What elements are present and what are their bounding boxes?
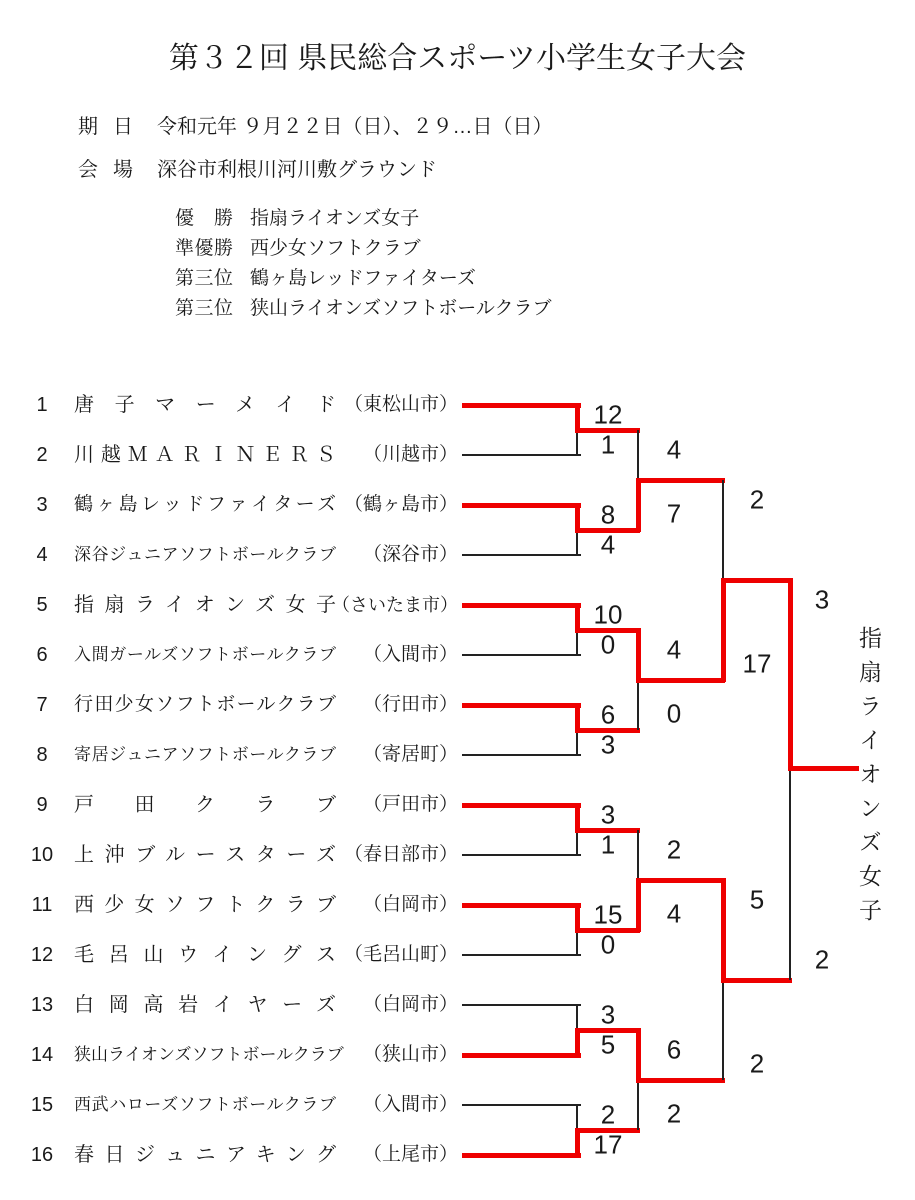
round1-match-4-connector-bottom [576, 730, 578, 755]
round1-match-2-connector-bottom [576, 530, 578, 555]
team-city: （狭山市） [362, 1044, 458, 1065]
quarterfinal-1-connector-bottom [636, 478, 641, 532]
round1-match-6-connector-bottom [576, 930, 578, 955]
semifinal-1-connector-top [722, 480, 724, 580]
standing-team: 西少女ソフトクラブ [250, 238, 421, 259]
team-name: 西武ハローズソフトボールクラブ [74, 1095, 336, 1114]
round1-match-2-score-top: 8 [600, 499, 616, 530]
team-city: （毛呂山町） [343, 944, 458, 965]
team-seed: 2 [36, 444, 48, 466]
standing-team: 指扇ライオンズ女子 [250, 208, 420, 229]
round1-match-1-score-bottom: 1 [600, 429, 616, 460]
round1-match-5-score-bottom: 1 [600, 829, 616, 860]
quarterfinal-2-connector-bottom [637, 680, 639, 730]
team-city: （深谷市） [362, 544, 458, 565]
champion-name: 指扇ライオンズ女子 [856, 626, 882, 932]
team-city: （鶴ヶ島市） [343, 494, 458, 515]
team-row [0, 689, 458, 721]
team-seed: 3 [36, 494, 48, 516]
semifinal-2-connector-bottom [722, 980, 724, 1080]
round1-match-6-score-top: 15 [593, 899, 623, 930]
team-city: （さいたま市） [332, 595, 458, 615]
team-lead-line [462, 1153, 581, 1158]
semifinal-2-score-bottom: 2 [749, 1048, 765, 1079]
team-seed: 7 [36, 694, 48, 716]
team-row [0, 439, 458, 471]
standing-rank: 第三位 [175, 268, 233, 289]
team-name: 川越ＭＡＲＩＮＥＲＳ [74, 444, 336, 466]
team-lead-line [462, 1053, 581, 1058]
team-row [0, 1089, 458, 1121]
tournament-title: 第３２回 県民総合スポーツ小学生女子大会 [168, 42, 747, 75]
final-score-bottom: 2 [814, 944, 830, 975]
round1-match-8-connector-top [576, 1105, 578, 1130]
quarterfinal-3-score-bottom: 4 [666, 898, 682, 929]
quarterfinal-3-score-top: 2 [666, 834, 682, 865]
team-lead-line [462, 903, 581, 908]
team-lead-line [462, 803, 581, 808]
team-city: （川越市） [362, 444, 458, 465]
team-city: （春日部市） [343, 844, 458, 865]
team-row [0, 539, 458, 571]
quarterfinal-1-connector-top [637, 430, 639, 480]
team-name: 毛呂山ウイングス [74, 944, 336, 966]
team-lead-line [462, 403, 581, 408]
team-seed: 1 [36, 394, 48, 416]
round1-match-1-connector-bottom [576, 430, 578, 455]
team-seed: 4 [36, 544, 48, 566]
standing-rank: 優 勝 [175, 208, 233, 229]
quarterfinal-3-winner-line [636, 878, 725, 883]
team-seed: 8 [36, 744, 48, 766]
final-connector-bottom [789, 768, 791, 980]
team-row [0, 989, 458, 1021]
quarterfinal-1-score-top: 4 [666, 434, 682, 465]
team-seed: 10 [30, 844, 54, 866]
team-name: 西少女ソフトクラブ [74, 894, 336, 916]
standing-rank: 準優勝 [175, 238, 233, 259]
round1-match-7-score-top: 3 [600, 999, 616, 1030]
team-name: 寄居ジュニアソフトボールクラブ [74, 745, 336, 764]
team-seed: 6 [36, 644, 48, 666]
team-row [0, 739, 458, 771]
final-winner-line [788, 766, 859, 771]
team-city: （寄居町） [362, 744, 458, 765]
round1-match-7-connector-top [576, 1005, 578, 1030]
team-seed: 9 [36, 794, 48, 816]
team-city: （入間市） [362, 644, 458, 665]
team-seed: 15 [30, 1094, 54, 1116]
team-lead-line [462, 603, 581, 608]
team-row [0, 1039, 458, 1071]
team-lead-line [462, 654, 581, 656]
team-row [0, 939, 458, 971]
team-name: 戸田クラブ [74, 794, 336, 816]
team-row [0, 639, 458, 671]
quarterfinal-4-score-top: 6 [666, 1034, 682, 1065]
standing-rank: 第三位 [175, 298, 233, 319]
event-venue-label: 会 場 [78, 159, 133, 181]
round1-match-1-score-top: 12 [593, 399, 623, 430]
team-lead-line [462, 503, 581, 508]
round1-match-4-score-top: 6 [600, 699, 616, 730]
team-row [0, 589, 458, 621]
team-name: 上沖ブルースターズ [74, 844, 336, 866]
quarterfinal-1-winner-line [636, 478, 725, 483]
standing-team: 鶴ヶ島レッドファイターズ [250, 268, 476, 289]
team-name: 入間ガールズソフトボールクラブ [74, 645, 336, 664]
quarterfinal-2-score-bottom: 0 [666, 698, 682, 729]
team-city: （白岡市） [362, 994, 458, 1015]
semifinal-1-connector-bottom [721, 578, 726, 682]
round1-match-4-score-bottom: 3 [600, 729, 616, 760]
team-row [0, 839, 458, 871]
semifinal-2-connector-top [721, 878, 726, 982]
team-name: 唐子マーメイド [74, 394, 336, 416]
quarterfinal-4-connector-bottom [637, 1080, 639, 1130]
quarterfinal-3-connector-top [637, 830, 639, 880]
team-city: （白岡市） [362, 894, 458, 915]
team-seed: 14 [30, 1044, 54, 1066]
round1-match-8-score-bottom: 17 [593, 1129, 623, 1160]
team-name: 指扇ライオンズ女子 [74, 594, 336, 616]
team-name: 行田少女ソフトボールクラブ [74, 694, 336, 715]
semifinal-1-winner-line [721, 578, 792, 583]
team-city: （東松山市） [343, 394, 458, 415]
quarterfinal-4-score-bottom: 2 [666, 1098, 682, 1129]
semifinal-2-winner-line [721, 978, 792, 983]
team-lead-line [462, 754, 581, 756]
event-date-label: 期 日 [78, 116, 133, 138]
team-city: （入間市） [362, 1094, 458, 1115]
quarterfinal-4-connector-top [636, 1028, 641, 1082]
team-row [0, 389, 458, 421]
team-lead-line [462, 854, 581, 856]
team-row [0, 789, 458, 821]
team-lead-line [462, 954, 581, 956]
quarterfinal-1-score-bottom: 7 [666, 498, 682, 529]
quarterfinal-2-winner-line [636, 678, 725, 683]
team-city: （行田市） [362, 694, 458, 715]
quarterfinal-2-connector-top [636, 628, 641, 682]
team-row [0, 489, 458, 521]
team-city: （戸田市） [362, 794, 458, 815]
final-score-top: 3 [814, 584, 830, 615]
round1-match-7-score-bottom: 5 [600, 1029, 616, 1060]
semifinal-2-score-top: 5 [749, 884, 765, 915]
team-row [0, 1139, 458, 1171]
round1-match-5-score-top: 3 [600, 799, 616, 830]
team-lead-line [462, 554, 581, 556]
team-city: （上尾市） [362, 1144, 458, 1165]
team-seed: 11 [31, 894, 53, 916]
final-connector-top [788, 578, 793, 770]
event-date-value: 令和元年 ９月２２日（日）、２９…日（日） [157, 116, 553, 138]
semifinal-1-score-top: 2 [749, 484, 765, 515]
standing-team: 狭山ライオンズソフトボールクラブ [250, 298, 552, 319]
team-seed: 16 [30, 1144, 54, 1166]
team-name: 深谷ジュニアソフトボールクラブ [74, 545, 336, 564]
team-name: 狭山ライオンズソフトボールクラブ [74, 1045, 344, 1064]
quarterfinal-2-score-top: 4 [666, 634, 682, 665]
team-lead-line [462, 1104, 581, 1106]
team-seed: 12 [30, 944, 54, 966]
round1-match-3-score-top: 10 [593, 599, 623, 630]
team-lead-line [462, 1004, 581, 1006]
quarterfinal-4-winner-line [636, 1078, 725, 1083]
round1-match-8-score-top: 2 [600, 1099, 616, 1130]
team-lead-line [462, 703, 581, 708]
team-seed: 5 [36, 594, 48, 616]
team-lead-line [462, 454, 581, 456]
round1-match-6-score-bottom: 0 [600, 929, 616, 960]
event-venue-value: 深谷市利根川河川敷グラウンド [157, 159, 437, 181]
round1-match-2-score-bottom: 4 [600, 529, 616, 560]
round1-match-3-score-bottom: 0 [600, 629, 616, 660]
team-name: 春日ジュニアキング [74, 1144, 336, 1166]
team-name: 鶴ヶ島レッドファイターズ [74, 494, 336, 515]
quarterfinal-3-connector-bottom [636, 878, 641, 932]
team-name: 白岡高岩イヤーズ [74, 994, 336, 1016]
team-seed: 13 [30, 994, 54, 1016]
round1-match-3-connector-bottom [576, 630, 578, 655]
team-row [0, 889, 458, 921]
round1-match-5-connector-bottom [576, 830, 578, 855]
semifinal-1-score-bottom: 17 [742, 648, 772, 679]
